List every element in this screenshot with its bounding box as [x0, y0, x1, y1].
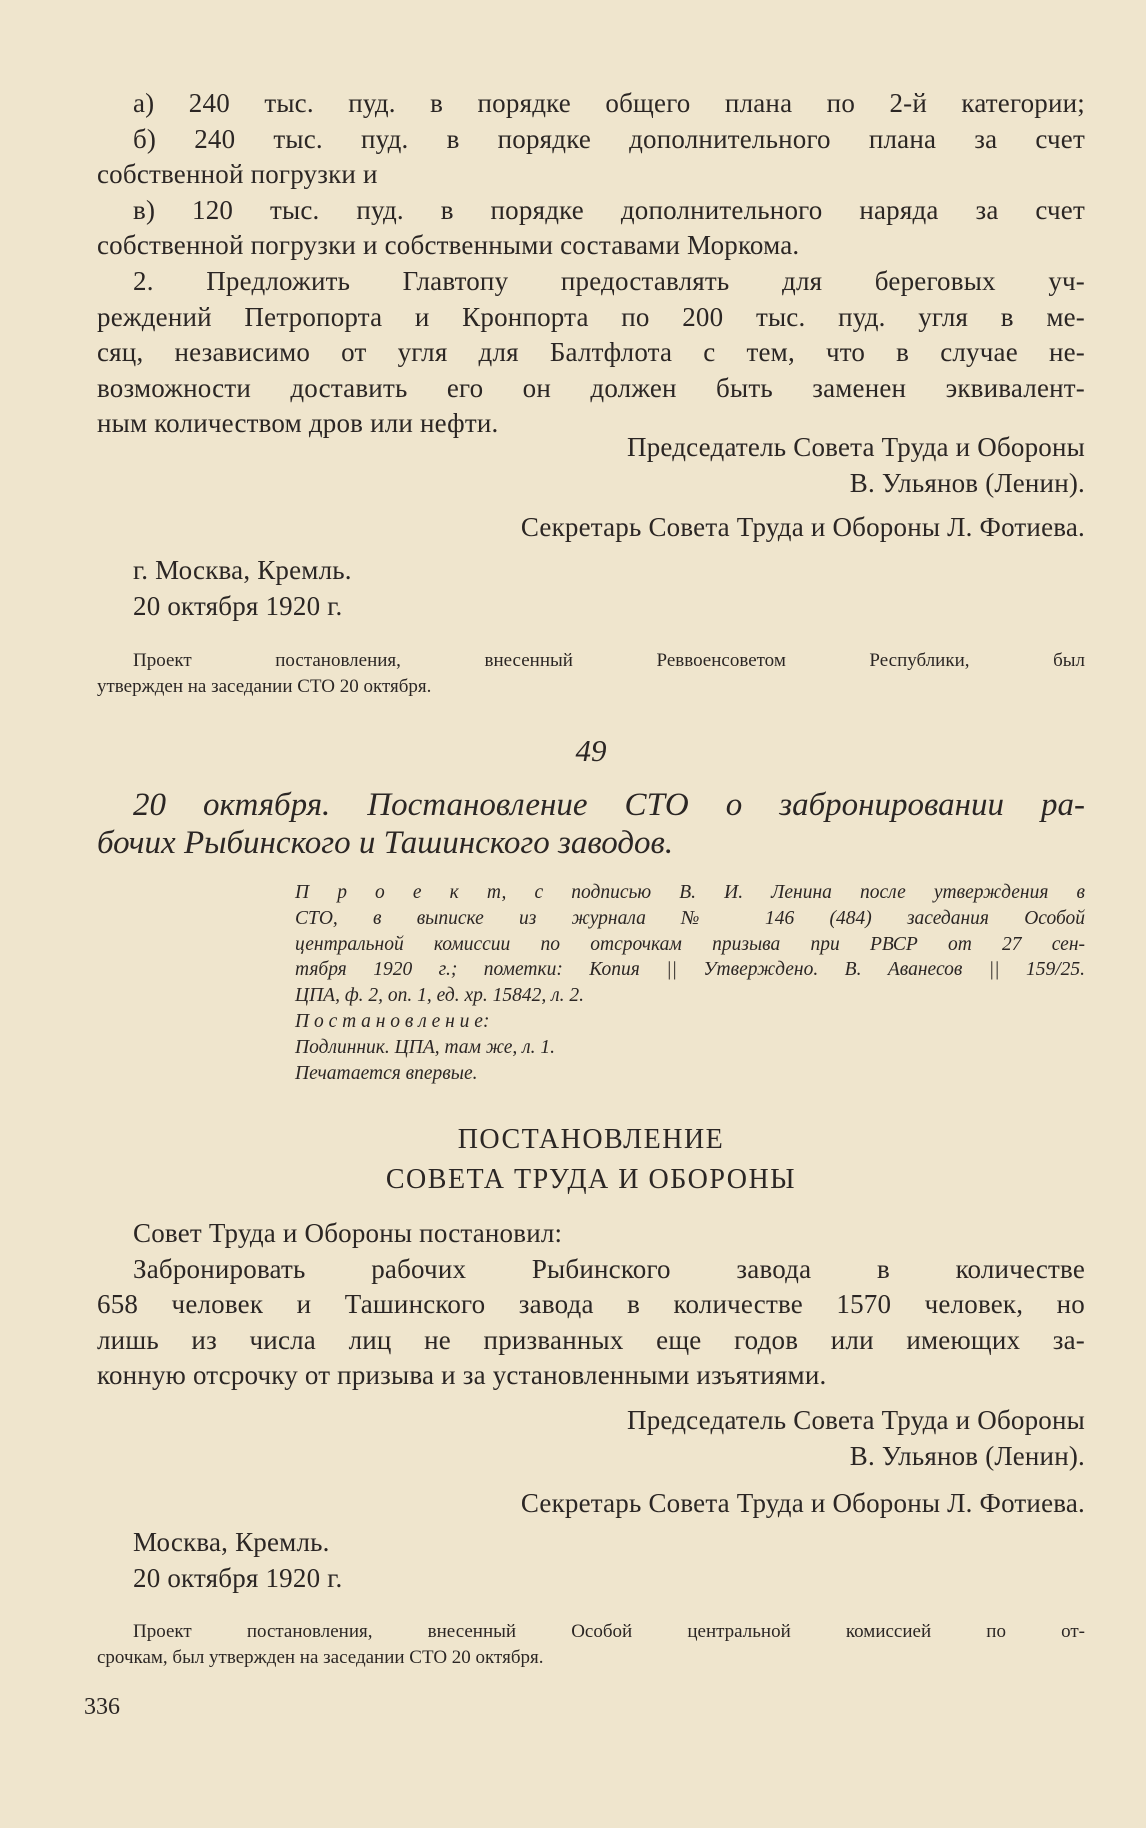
- signatures-2: [97, 1403, 1085, 1474]
- text-line: П р о е к т, с подписью В. И. Ленина после утверждения в: [295, 882, 1085, 903]
- text-line: Забронировать рабочих Рыбинского завода в количестве: [133, 1253, 1085, 1284]
- text-line: срочкам, был утвержден на заседании СТО 20 октября.: [97, 1647, 544, 1668]
- text-line: ным количеством дров или нефти.: [97, 408, 499, 439]
- document-number: 49: [575, 733, 607, 768]
- signature-secretary: Секретарь Совета Труда и Обороны Л. Фотиева.: [520, 1488, 1085, 1518]
- resolution-body: [97, 1216, 1085, 1394]
- place: г. Москва, Кремль.: [133, 555, 352, 585]
- text-line: СТО, в выписке из журнала № 146 (484) заседания Особой: [295, 907, 1085, 929]
- editorial-note-2: [97, 1619, 1085, 1671]
- place: Москва, Кремль.: [133, 1527, 330, 1557]
- place-date: [97, 553, 1085, 624]
- document-heading: [97, 786, 1085, 862]
- text-line: б) 240 тыс. пуд. в порядке дополнительного плана за счет: [133, 123, 1085, 154]
- text-line: в) 120 тыс. пуд. в порядке дополнительного наряда за счет: [133, 194, 1085, 225]
- signature-secretary: Секретарь Совета Труда и Обороны Л. Фотиева.: [520, 512, 1085, 542]
- text-line: лишь из числа лиц не призванных еще годов или имеющих за-: [97, 1324, 1085, 1355]
- signature-chairman: Председатель Совета Труда и Обороны: [627, 432, 1085, 462]
- signatures: [97, 430, 1085, 501]
- text-line: ЦПА, ф. 2, оп. 1, ед. хр. 15842, л. 2.: [295, 985, 584, 1007]
- text-line: утвержден на заседании СТО 20 октября.: [97, 676, 432, 697]
- text-line: бочих Рыбинского и Ташинского заводов.: [97, 825, 674, 861]
- resolution-text: [97, 86, 1085, 442]
- signature-chairman: Председатель Совета Труда и Обороны: [627, 1405, 1085, 1435]
- place-date-2: [97, 1525, 1085, 1596]
- date: 20 октября 1920 г.: [133, 590, 343, 621]
- page-number: 336: [84, 1694, 120, 1720]
- signature-name: В. Ульянов (Ленин).: [849, 1440, 1085, 1471]
- text-line: П о с т а н о в л е н и е:: [295, 1010, 490, 1032]
- signature-secretary: [97, 510, 1085, 546]
- signature-name: В. Ульянов (Ленин).: [849, 467, 1085, 498]
- resolution-title: [97, 1120, 1085, 1200]
- date: 20 октября 1920 г.: [133, 1562, 343, 1593]
- text-line: собственной погрузки и собственными составами Моркома.: [97, 230, 800, 261]
- document-number: [97, 733, 1085, 769]
- text-line: Печатается впервые.: [295, 1062, 478, 1084]
- text-line: Проект постановления, внесенный Особой центральной комиссией по от-: [133, 1621, 1085, 1642]
- text-line: возможности доставить его он должен быть заменен эквивалент-: [97, 372, 1085, 403]
- text-line: ПОСТАНОВЛЕНИЕ: [457, 1124, 725, 1155]
- text-line: 20 октября. Постановление СТО о забронировании ра-: [133, 787, 1085, 823]
- text-line: 2. Предложить Главтопу предоставлять для береговых уч-: [133, 265, 1085, 296]
- text-line: тября 1920 г.; пометки: Копия || Утверждено. В. Аванесов || 159/25.: [295, 959, 1085, 981]
- text-line: Совет Труда и Обороны постановил:: [133, 1218, 563, 1248]
- text-line: конную отсрочку от призыва и за установленными изъятиями.: [97, 1360, 827, 1391]
- text-line: СОВЕТА ТРУДА И ОБОРОНЫ: [385, 1164, 797, 1195]
- text-line: сяц, независимо от угля для Балтфлота с тем, что в случае не-: [97, 337, 1085, 368]
- signature-secretary-2: [97, 1486, 1085, 1522]
- text-line: 658 человек и Ташинского завода в количестве 1570 человек, но: [97, 1289, 1085, 1320]
- text-line: а) 240 тыс. пуд. в порядке общего плана по 2-й категории;: [133, 88, 1085, 118]
- text-line: Проект постановления, внесенный Реввоенсоветом Республики, был: [133, 650, 1085, 671]
- text-line: реждений Петропорта и Кронпорта по 200 тыс. пуд. угля в ме-: [97, 301, 1085, 332]
- editorial-note: [97, 648, 1085, 700]
- text-line: собственной погрузки и: [97, 159, 378, 190]
- source-note: [295, 880, 1085, 1086]
- text-line: Подлинник. ЦПА, там же, л. 1.: [295, 1036, 556, 1058]
- text-line: центральной комиссии по отсрочкам призыва при РВСР от 27 сен-: [295, 933, 1085, 955]
